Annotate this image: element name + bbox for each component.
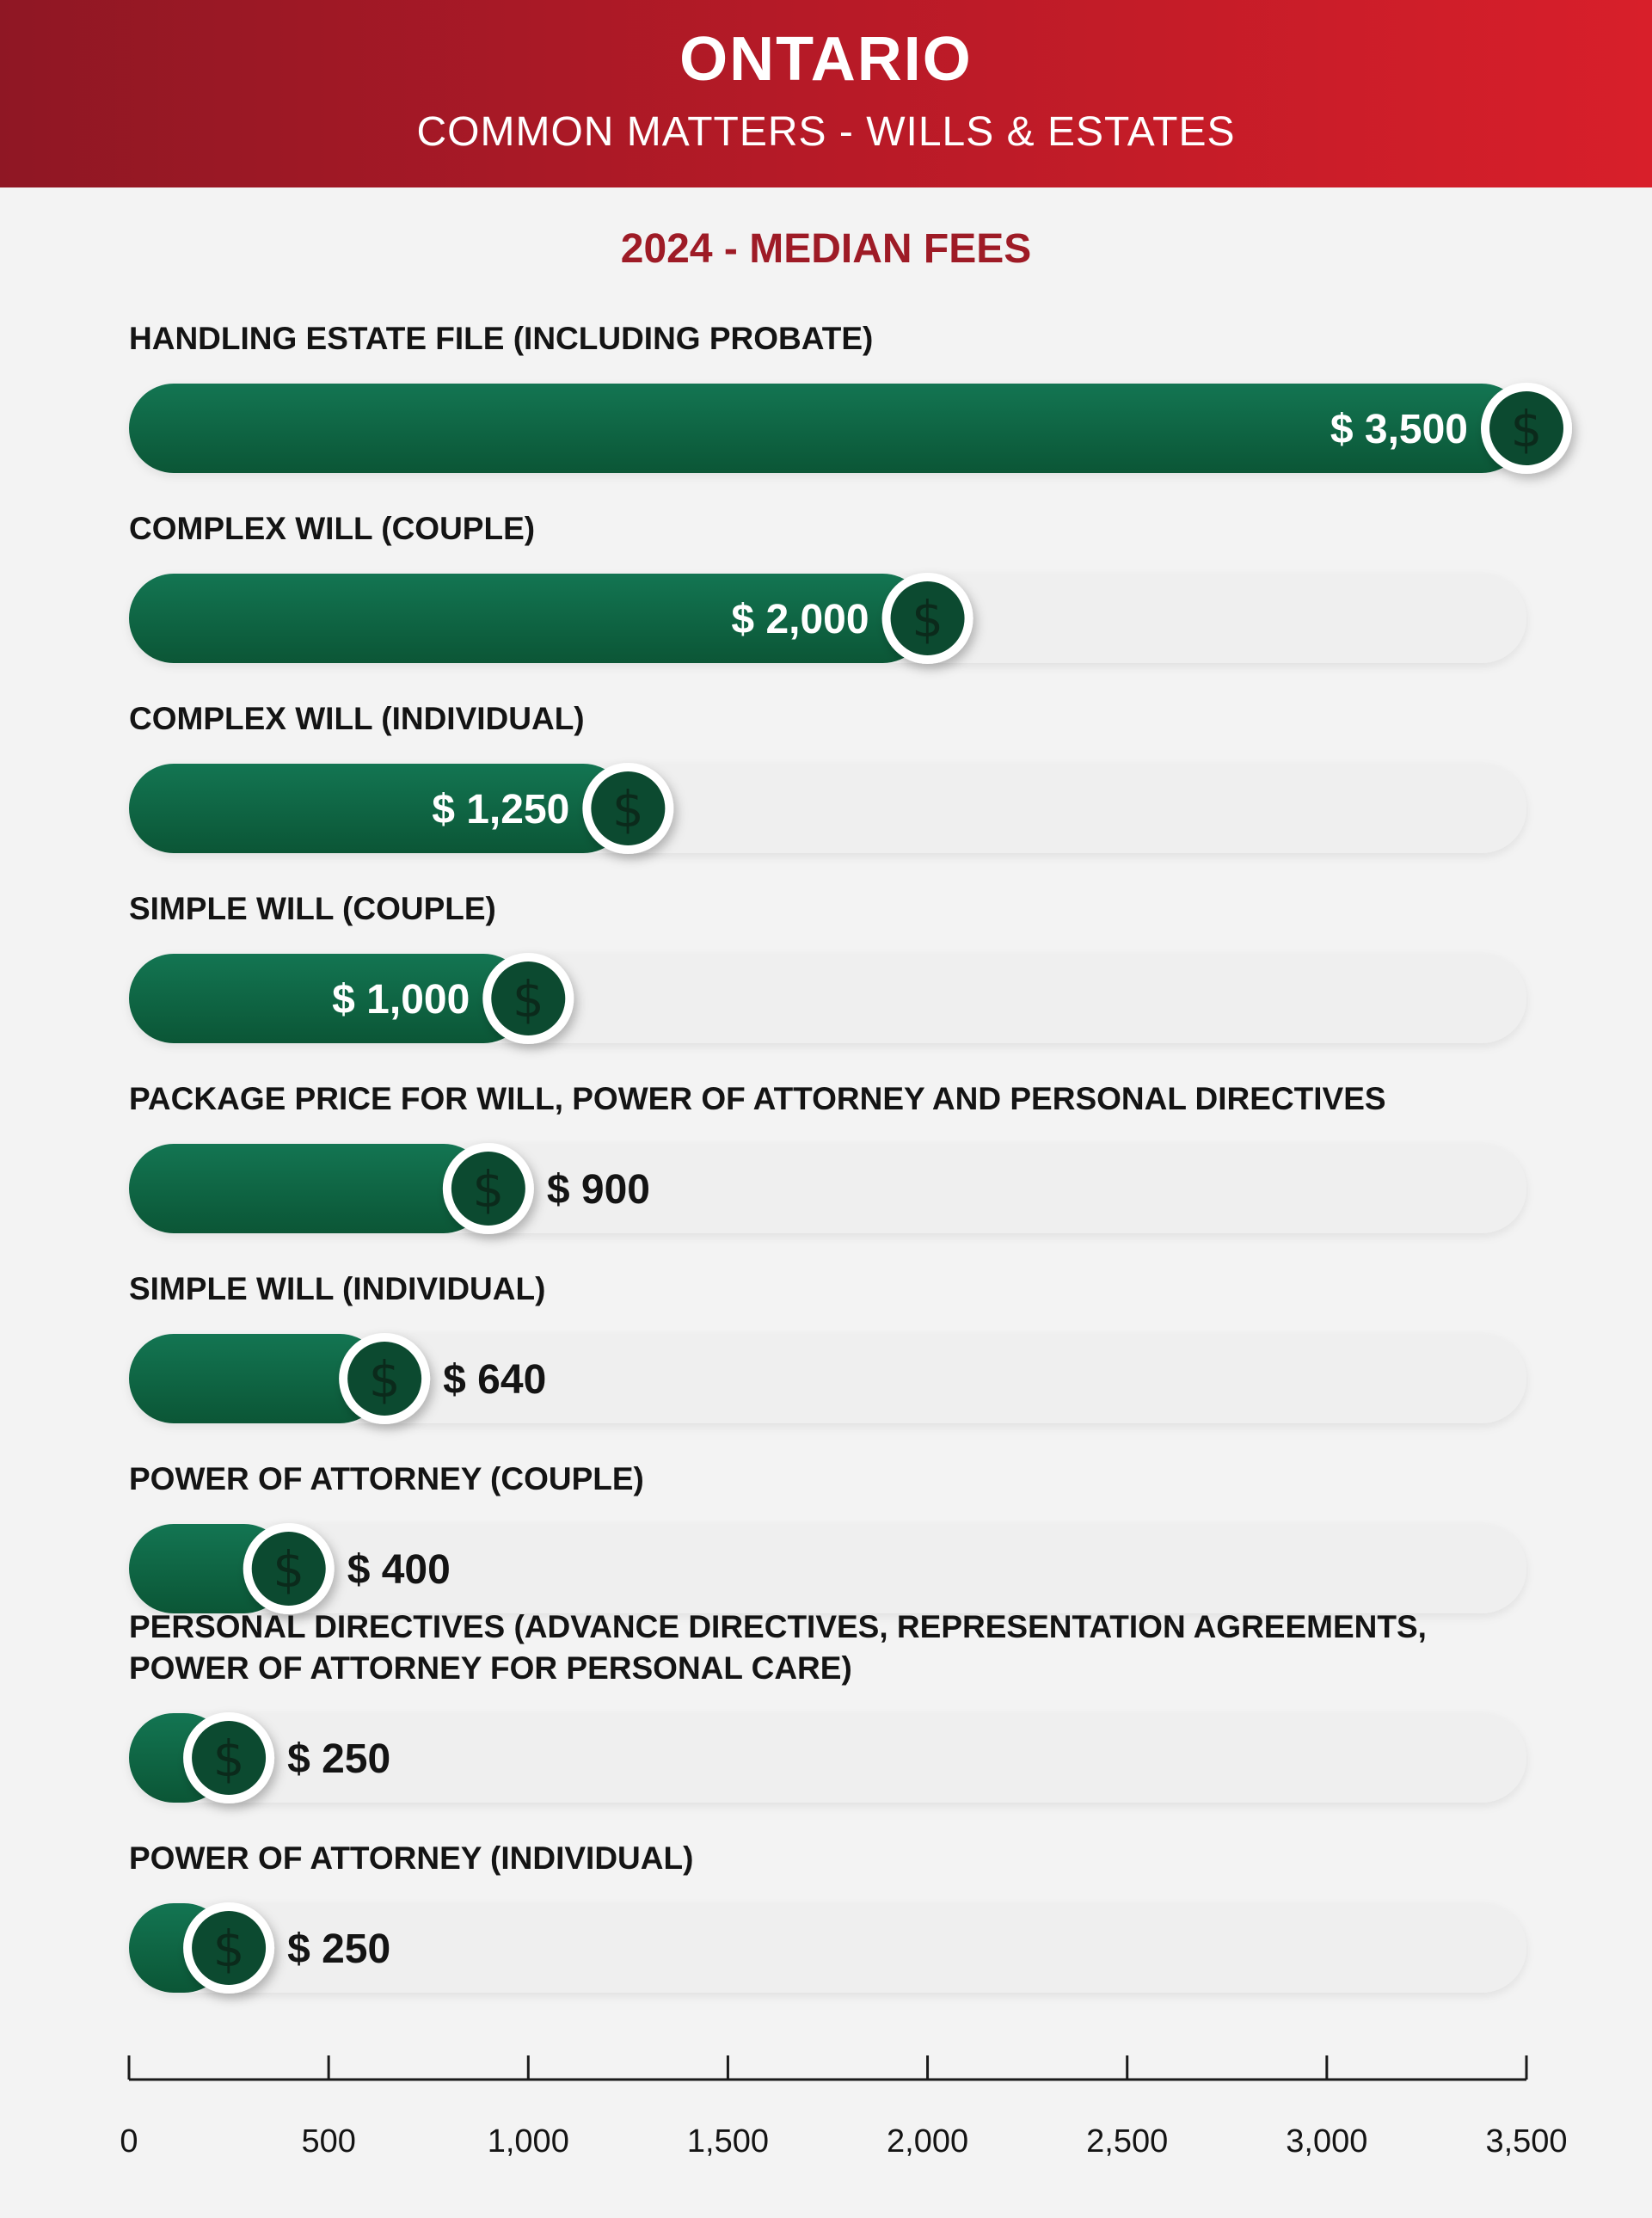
x-tick-label: 1,000: [487, 2123, 569, 2160]
dollar-icon: $: [472, 1160, 505, 1219]
dollar-marker: [582, 763, 673, 854]
dollar-icon: $: [212, 1920, 245, 1978]
bar-group: [129, 1271, 1526, 1424]
category-label: HANDLING ESTATE FILE (INCLUDING PROBATE): [129, 321, 874, 356]
value-label: $ 250: [287, 1736, 391, 1782]
category-label: POWER OF ATTORNEY FOR PERSONAL CARE): [129, 1650, 852, 1686]
category-label: COMPLEX WILL (INDIVIDUAL): [129, 701, 585, 736]
value-label: $ 1,000: [332, 977, 470, 1023]
dollar-marker: [339, 1333, 430, 1424]
bar-group: [129, 1840, 1526, 1994]
category-label: COMPLEX WILL (COUPLE): [129, 511, 536, 546]
category-label: SIMPLE WILL (INDIVIDUAL): [129, 1271, 546, 1306]
dollar-icon: $: [512, 970, 544, 1029]
value-label: $ 640: [443, 1357, 547, 1403]
category-label: PACKAGE PRICE FOR WILL, POWER OF ATTORNEY AND PERSONAL DIRECTIVES: [129, 1081, 1386, 1116]
dollar-marker: [243, 1523, 335, 1614]
value-label: $ 2,000: [731, 597, 869, 642]
value-label: $ 400: [347, 1547, 451, 1593]
value-label: $ 1,250: [432, 787, 570, 833]
dollar-marker: [443, 1143, 534, 1234]
page-title: ONTARIO: [679, 25, 973, 94]
page-subtitle: COMMON MATTERS - WILLS & ESTATES: [416, 109, 1236, 155]
category-label: POWER OF ATTORNEY (INDIVIDUAL): [129, 1840, 694, 1876]
value-label: $ 250: [287, 1926, 391, 1972]
bar: [129, 384, 1526, 473]
x-tick-label: 2,500: [1086, 2123, 1169, 2160]
category-label: PERSONAL DIRECTIVES (ADVANCE DIRECTIVES, REPRESENTATION AGREEMENTS,: [129, 1609, 1427, 1644]
bar-group: [129, 1609, 1526, 1803]
x-tick-label: 3,000: [1286, 2123, 1368, 2160]
dollar-icon: $: [611, 780, 644, 839]
dollar-marker: [183, 1712, 274, 1803]
x-tick-label: 2,000: [887, 2123, 969, 2160]
dollar-marker: [183, 1902, 274, 1994]
dollar-icon: $: [273, 1540, 305, 1599]
dollar-marker: [1481, 383, 1572, 474]
category-label: POWER OF ATTORNEY (COUPLE): [129, 1461, 644, 1496]
value-label: $ 900: [546, 1167, 650, 1213]
bar-group: [129, 701, 1526, 854]
bar-track: [129, 1524, 1526, 1613]
bar-group: [129, 321, 1572, 474]
x-tick-label: 0: [120, 2123, 138, 2160]
dollar-marker: [482, 953, 574, 1044]
dollar-icon: $: [1510, 400, 1543, 458]
x-tick-label: 500: [301, 2123, 356, 2160]
dollar-icon: $: [212, 1730, 245, 1788]
chart-title: 2024 - MEDIAN FEES: [620, 226, 1032, 272]
bar-group: [129, 1461, 1526, 1614]
bar: [129, 1144, 488, 1233]
bar-group: [129, 891, 1526, 1044]
dollar-marker: [882, 573, 973, 664]
x-tick-label: 1,500: [686, 2123, 769, 2160]
value-label: $ 3,500: [1330, 407, 1468, 452]
x-tick-label: 3,500: [1485, 2123, 1568, 2160]
bar-group: [129, 511, 1526, 664]
category-label: SIMPLE WILL (COUPLE): [129, 891, 496, 926]
dollar-icon: $: [368, 1350, 401, 1409]
dollar-icon: $: [912, 590, 944, 648]
bar-group: [129, 1081, 1526, 1234]
